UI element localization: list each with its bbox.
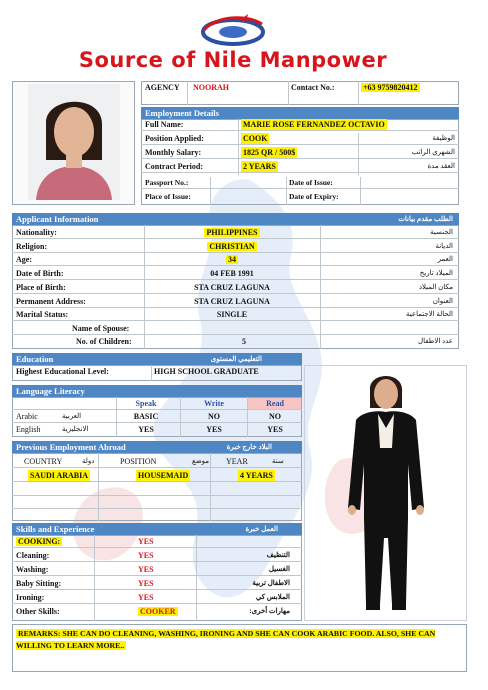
- applicant-row-label-ar: العنوان: [432, 296, 453, 305]
- education-level-label: Highest Educational Level:: [16, 367, 109, 376]
- applicant-row-label: Permanent Address:: [16, 296, 86, 306]
- applicant-row-value: PHILIPPINES: [206, 228, 258, 237]
- skill-label-ar: الغسيل: [268, 565, 290, 573]
- skills-section-header: [12, 523, 302, 535]
- applicant-row-value: STA CRUZ LAGUNA: [194, 296, 270, 306]
- prev-position-value: HOUSEMAID: [138, 471, 189, 480]
- prev-year-value: 4 YEARS: [240, 471, 273, 480]
- applicant-row-label: Religion:: [16, 241, 48, 251]
- language-speak: BASIC: [133, 412, 159, 421]
- skill-row: [12, 592, 302, 604]
- agency-value: NOORAH: [193, 83, 229, 92]
- applicant-row-value: 34: [228, 255, 236, 265]
- contract-label-ar: العقد مدة: [427, 162, 455, 170]
- prev-position-label: POSITION: [120, 457, 157, 466]
- applicant-row-label-ar: الديانة: [435, 241, 453, 250]
- skill-value: YES: [138, 579, 154, 588]
- skill-label: Cleaning:: [16, 551, 50, 560]
- contact-value: +63 9759820412: [363, 83, 418, 92]
- prev-country-value: SAUDI ARABIA: [30, 471, 89, 480]
- language-read: NO: [269, 412, 281, 421]
- skills-section-title-ar: العمل خبرة: [245, 525, 278, 533]
- skill-row: [12, 550, 302, 562]
- applicant-row-label: Marital Status:: [16, 310, 69, 320]
- lang-header-speak: Speak: [135, 399, 157, 408]
- applicant-row: [12, 296, 459, 308]
- skill-label: Baby Sitting:: [16, 579, 62, 588]
- issue-date-label: Date of Issue:: [289, 178, 333, 187]
- skill-row: [12, 536, 302, 548]
- contract-label: Contract Period:: [145, 162, 203, 171]
- skill-value: YES: [138, 593, 154, 602]
- prev-position-label-ar: موضع: [192, 457, 210, 465]
- language-speak: YES: [138, 425, 154, 434]
- applicant-full-body-photo: [336, 368, 436, 620]
- language-name: English: [16, 425, 41, 434]
- language-row: [12, 411, 302, 423]
- language-row: [12, 424, 302, 436]
- applicant-row-label-ar: الجنسية: [430, 228, 453, 236]
- prev-country-label-ar: دولة: [82, 457, 95, 465]
- expiry-label: Date of Expiry:: [289, 192, 339, 201]
- lang-header-read: Read: [266, 399, 284, 408]
- education-section-title: Education: [16, 354, 54, 364]
- applicant-row: [12, 282, 459, 294]
- prev-country-label: COUNTRY: [24, 457, 63, 466]
- contract-value: 2 YEARS: [243, 162, 276, 171]
- skill-label-ar: الملابس كي: [255, 593, 290, 601]
- position-label-ar: الوظيفة: [432, 134, 455, 142]
- skill-label-ar: التنظيف: [266, 551, 290, 559]
- applicant-row-label-ar: الميلاد تاريخ: [419, 269, 453, 278]
- skill-label: Ironing:: [16, 593, 45, 602]
- applicant-section-title-ar: الطلب مقدم بيانات: [398, 215, 453, 223]
- company-title: Source of Nile Manpower: [78, 48, 388, 72]
- applicant-portrait-photo: [28, 84, 120, 200]
- applicant-row-label: Date of Birth:: [16, 269, 64, 279]
- lang-header-write: Write: [204, 399, 224, 408]
- salary-value: 1825 QR / 500$: [243, 148, 296, 157]
- applicant-row-label: Age:: [16, 255, 32, 265]
- applicant-row: [12, 268, 459, 280]
- contact-label: Contact No.:: [291, 83, 335, 92]
- applicant-row-label-ar: الحالة الاجتماعية: [406, 310, 453, 319]
- passport-label: Passport No.:: [145, 178, 189, 187]
- previous-section-header: [12, 441, 302, 453]
- applicant-row-label-ar: العمر: [437, 255, 453, 264]
- skill-row: [12, 606, 302, 618]
- salary-label: Monthly Salary:: [145, 148, 202, 157]
- language-write: NO: [208, 412, 220, 421]
- language-name: Arabic: [16, 412, 38, 421]
- applicant-row-value: STA CRUZ LAGUNA: [194, 282, 270, 292]
- skill-label: COOKING:: [18, 537, 61, 546]
- applicant-row: [12, 227, 459, 239]
- applicant-row-label-ar: مكان الميلاد: [418, 282, 453, 291]
- skills-section-title: Skills and Experience: [16, 524, 95, 534]
- education-level-value: HIGH SCHOOL GRADUATE: [154, 367, 259, 376]
- spouse-label: Name of Spouse:: [72, 324, 130, 333]
- children-label-ar: عدد الاطفال: [418, 337, 453, 345]
- employment-section-header: Employment Details: [141, 107, 459, 119]
- place-issue-label: Place of Issue:: [145, 192, 191, 201]
- applicant-section-title: Applicant Information: [16, 214, 99, 224]
- applicant-row: [12, 309, 459, 321]
- previous-section-title: Previous Employment Abroad: [16, 442, 126, 452]
- remarks-text: REMARKS: SHE CAN DO CLEANING, WASHING, IRONING AND SHE CAN COOK ARABIC FOOD. ALSO, SHE CAN WILLING TO LEARN MORE..: [16, 629, 436, 650]
- skill-row: [12, 578, 302, 590]
- skill-label: Washing:: [16, 565, 49, 574]
- applicant-row: [12, 254, 459, 266]
- language-section-header: Language Literacy: [12, 385, 302, 397]
- agency-label: AGENCY: [145, 83, 180, 92]
- applicant-row: [12, 241, 459, 253]
- globe-swoosh-logo: [196, 12, 270, 46]
- applicant-row-label: Nationality:: [16, 228, 57, 237]
- salary-label-ar: الشهري الراتب: [411, 148, 455, 156]
- skill-value: YES: [138, 565, 154, 574]
- education-section-title-ar: التعليمي المستوى: [210, 355, 262, 363]
- full-name-label: Full Name:: [145, 120, 184, 129]
- prev-year-label-ar: سنة: [272, 457, 284, 465]
- skill-value: YES: [138, 551, 154, 560]
- children-label: No. of Children:: [76, 337, 132, 346]
- previous-section-title-ar: البلاد خارج خبرة: [226, 443, 272, 451]
- position-value: COOK: [243, 134, 268, 143]
- skill-label-ar: الاطفال تربية: [252, 579, 290, 587]
- language-name-ar: الانجليزية: [62, 425, 89, 433]
- applicant-section-header: [12, 213, 459, 225]
- skill-value: YES: [138, 537, 154, 546]
- applicant-row-value: CHRISTIAN: [209, 241, 255, 251]
- children-value: 5: [242, 337, 246, 346]
- applicant-row-value: SINGLE: [216, 310, 248, 320]
- skill-label: Other Skills:: [16, 607, 60, 616]
- skill-row: [12, 564, 302, 576]
- language-write: YES: [206, 425, 222, 434]
- position-label: Position Applied:: [145, 134, 204, 143]
- prev-year-label: YEAR: [226, 457, 248, 466]
- skill-label-ar: مهارات أخرى:: [249, 607, 290, 615]
- skill-value: COOKER: [140, 607, 176, 616]
- full-name-value: MARIE ROSE FERNANDEZ OCTAVIO: [243, 120, 385, 129]
- language-name-ar: العربية: [62, 412, 82, 420]
- applicant-row-label: Place of Birth:: [16, 282, 66, 292]
- language-read: YES: [267, 425, 283, 434]
- education-section-header: [12, 353, 302, 365]
- applicant-row-value: 04 FEB 1991: [210, 269, 254, 279]
